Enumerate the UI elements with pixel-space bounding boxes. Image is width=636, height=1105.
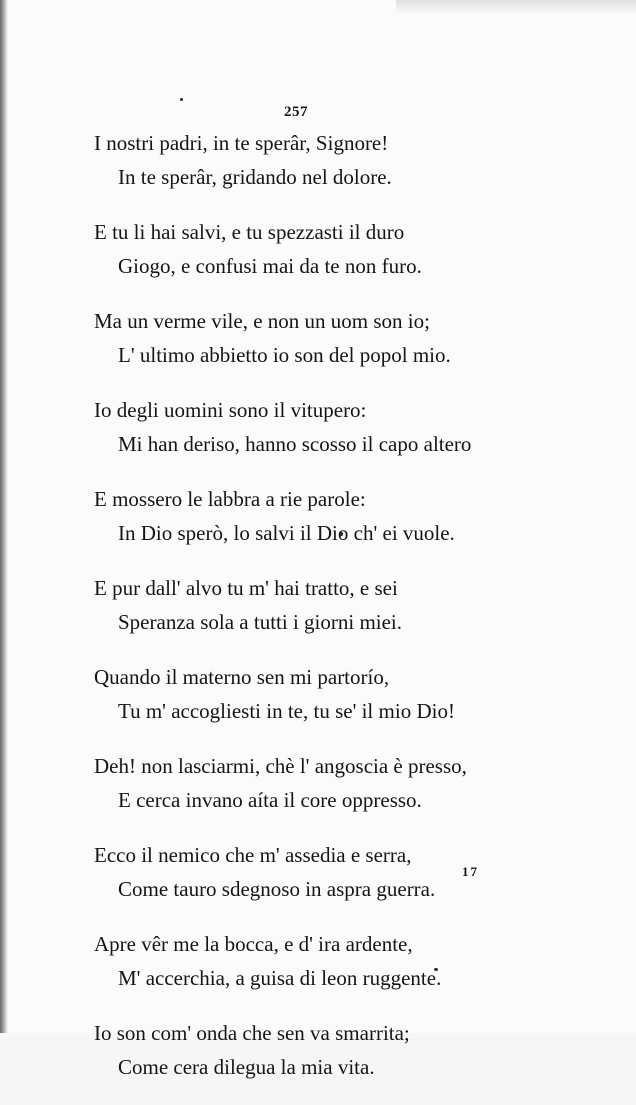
verse-line-indented: In te sperâr, gridando nel dolore. (118, 165, 392, 189)
verse-line-indented: Tu m' accogliesti in te, tu se' il mio Dio! (118, 699, 455, 723)
stanza (94, 571, 524, 639)
verse-line-indented: M' accerchia, a guisa di leon ruggente. (118, 966, 442, 990)
ink-speck (180, 98, 183, 101)
stanza (94, 660, 524, 728)
page-number: 257 (284, 104, 308, 120)
verse-line-indented: Come cera dilegua la mia vita. (118, 1055, 375, 1079)
stanza (94, 126, 524, 194)
verse-line: Quando il materno sen mi partorío, (94, 665, 390, 689)
verse-line: Io son com' onda che sen va smarrita; (94, 1021, 410, 1045)
stanza (94, 1016, 524, 1084)
verse-line: E pur dall' alvo tu m' hai tratto, e sei (94, 576, 398, 600)
stanza (94, 749, 524, 817)
binding-edge (0, 0, 8, 1033)
verse-line-indented: Come tauro sdegnoso in aspra guerra. (118, 877, 436, 901)
verse-line: E mossero le labbra a rie parole: (94, 487, 366, 511)
verse-line: Deh! non lasciarmi, chè l' angoscia è presso, (94, 754, 467, 778)
stanza (94, 482, 524, 550)
verse-line-indented: In Dio sperò, lo salvi il Dio ch' ei vuole. (118, 521, 455, 545)
verse-line: Ma un verme vile, e non un uom son io; (94, 309, 430, 333)
scan-smudge (396, 0, 636, 14)
stanza (94, 304, 524, 372)
verse-line-indented: E cerca invano aíta il core oppresso. (118, 788, 422, 812)
stanza (94, 838, 524, 906)
verse-line-indented: Speranza sola a tutti i giorni miei. (118, 610, 403, 634)
stanza (94, 393, 524, 461)
signature-mark: 17 (462, 864, 479, 879)
verse-line: Ecco il nemico che m' assedia e serra, (94, 843, 412, 867)
stanza (94, 215, 524, 283)
verse-line: Io degli uomini sono il vitupero: (94, 398, 367, 422)
verse-line: I nostri padri, in te sperâr, Signore! (94, 131, 389, 155)
verse-line: E tu li hai salvi, e tu spezzasti il duro (94, 220, 405, 244)
poem-text (94, 126, 524, 1105)
verse-line: Apre vêr me la bocca, e d' ira ardente, (94, 932, 413, 956)
verse-line-indented: Mi han deriso, hanno scosso il capo altero (118, 432, 472, 456)
verse-line-indented: L' ultimo abbietto io son del popol mio. (118, 343, 451, 367)
verse-line-indented: Giogo, e confusi mai da te non furo. (118, 254, 422, 278)
stanza (94, 927, 524, 995)
